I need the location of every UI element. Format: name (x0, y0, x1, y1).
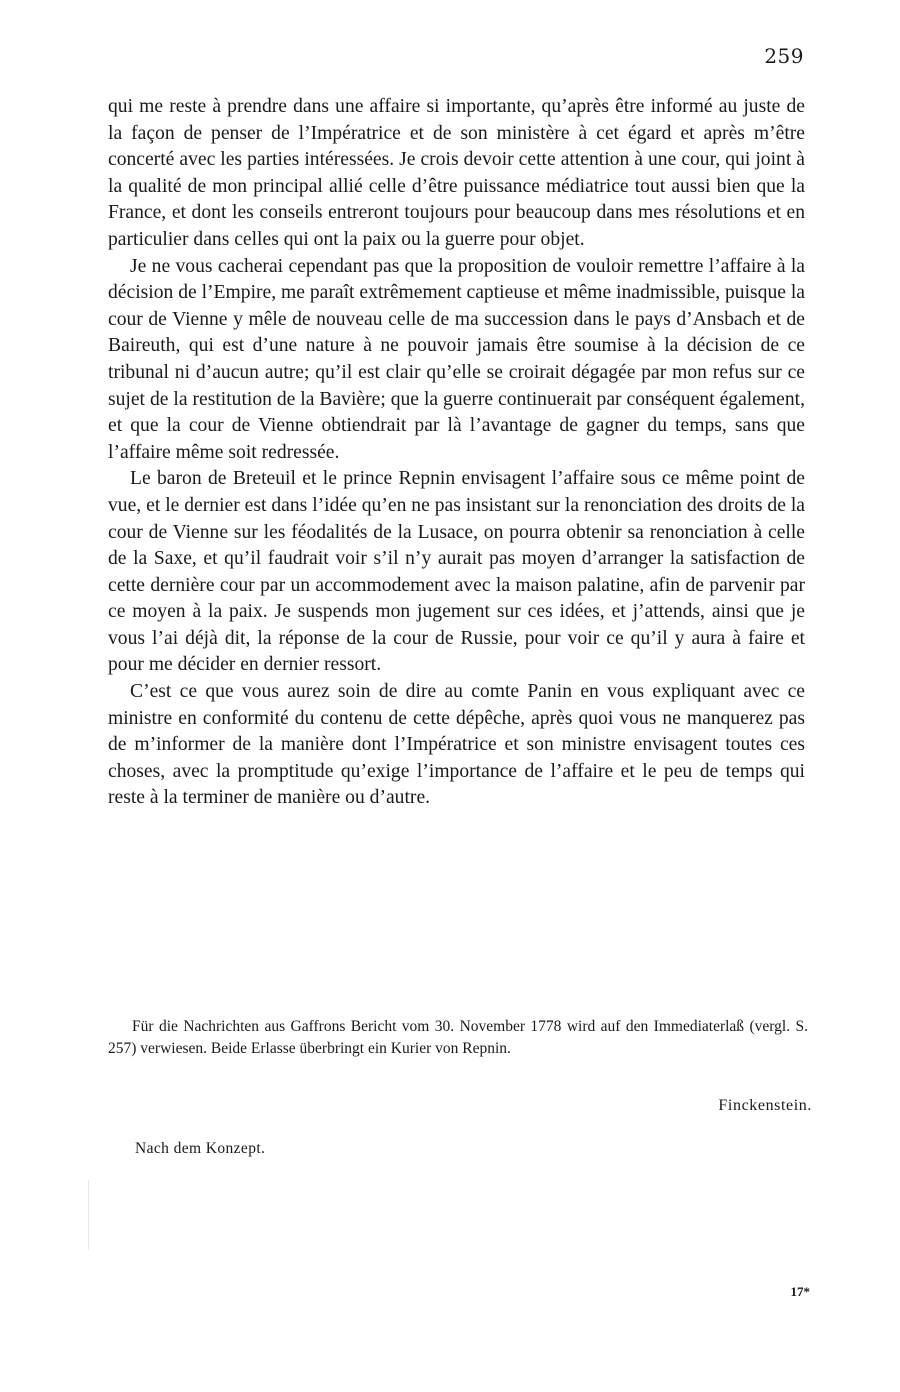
paragraph: qui me reste à prendre dans une affaire si importante, qu’après être informé au juste de la façon de penser de l’Impératrice et de son ministère à cet égard et après m’être concerté avec les parties intéressées. Je crois devoir cette attention à une cour, qui joint à la qualité de mon principal allié celle d’être puissance médiatrice tout aussi bien que la France, et dont les conseils entreront toujours pour beaucoup dans mes résolutions et en particulier dans celles qui ont la paix ou la guerre pour objet. (108, 96, 805, 250)
letter-body (108, 94, 805, 812)
page-number: 259 (764, 44, 804, 68)
printer-signature-mark: 17* (790, 1284, 810, 1299)
source-note: Nach dem Konzept. (135, 1140, 266, 1157)
margin-mark (88, 1180, 89, 1250)
signature: Finckenstein. (718, 1097, 812, 1114)
editorial-note: Für die Nachrichten aus Gaffrons Bericht vom 30. November 1778 wird auf den Immediaterlaß (vergl. S. 257) verwiesen. Beide Erlasse überbringt ein Kurier von Repnin. (108, 1018, 808, 1057)
paragraph: Le baron de Breteuil et le prince Repnin envisagent l’affaire sous ce même point de vue, et le dernier est dans l’idée qu’en ne pas insistant sur la renonciation des droits de la cour de Vienne sur les féodalités de la Lusace, on pourra obtenir sa renonciation à celle de la Saxe, et qu’il faudrait voir s’il n’y aurait pas moyen d’arranger la satisfaction de cette dernière cour par un accommodement avec la maison palatine, afin de parvenir par ce moyen à la paix. Je suspends mon jugement sur ces idées, et j’attends, ainsi que je vous l’ai déjà dit, la réponse de la cour de Russie, pour voir ce qu’il y aura à faire et pour me décider en dernier ressort. (108, 468, 805, 676)
paragraph: C’est ce que vous aurez soin de dire au comte Panin en vous expliquant avec ce ministre en conformité du contenu de cette dépêche, après quoi vous ne manquerez pas de m’informer de la manière dont l’Impératrice et son ministre envisagent toutes ces choses, avec la promptitude qu’exige l’importance de l’affaire et le peu de temps qui reste à la terminer de manière ou d’autre. (108, 681, 805, 809)
paragraph: Je ne vous cacherai cependant pas que la proposition de vouloir remettre l’affaire à la décision de l’Empire, me paraît extrêmement captieuse et même inadmissible, puisque la cour de Vienne y mêle de nouveau celle de ma succession dans le pays d’Ansbach et de Baireuth, qui est d’une nature à ne pouvoir jamais être soumise à la décision de ce tribunal ni d’aucun autre; qu’il est clair qu’elle se croirait dégagée par mon refus sur ce sujet de la restitution de la Bavière; que la guerre continuerait par conséquent également, et que la cour de Vienne obtiendrait par là l’avantage de gagner du temps, sans que l’affaire même soit redressée. (108, 255, 805, 463)
